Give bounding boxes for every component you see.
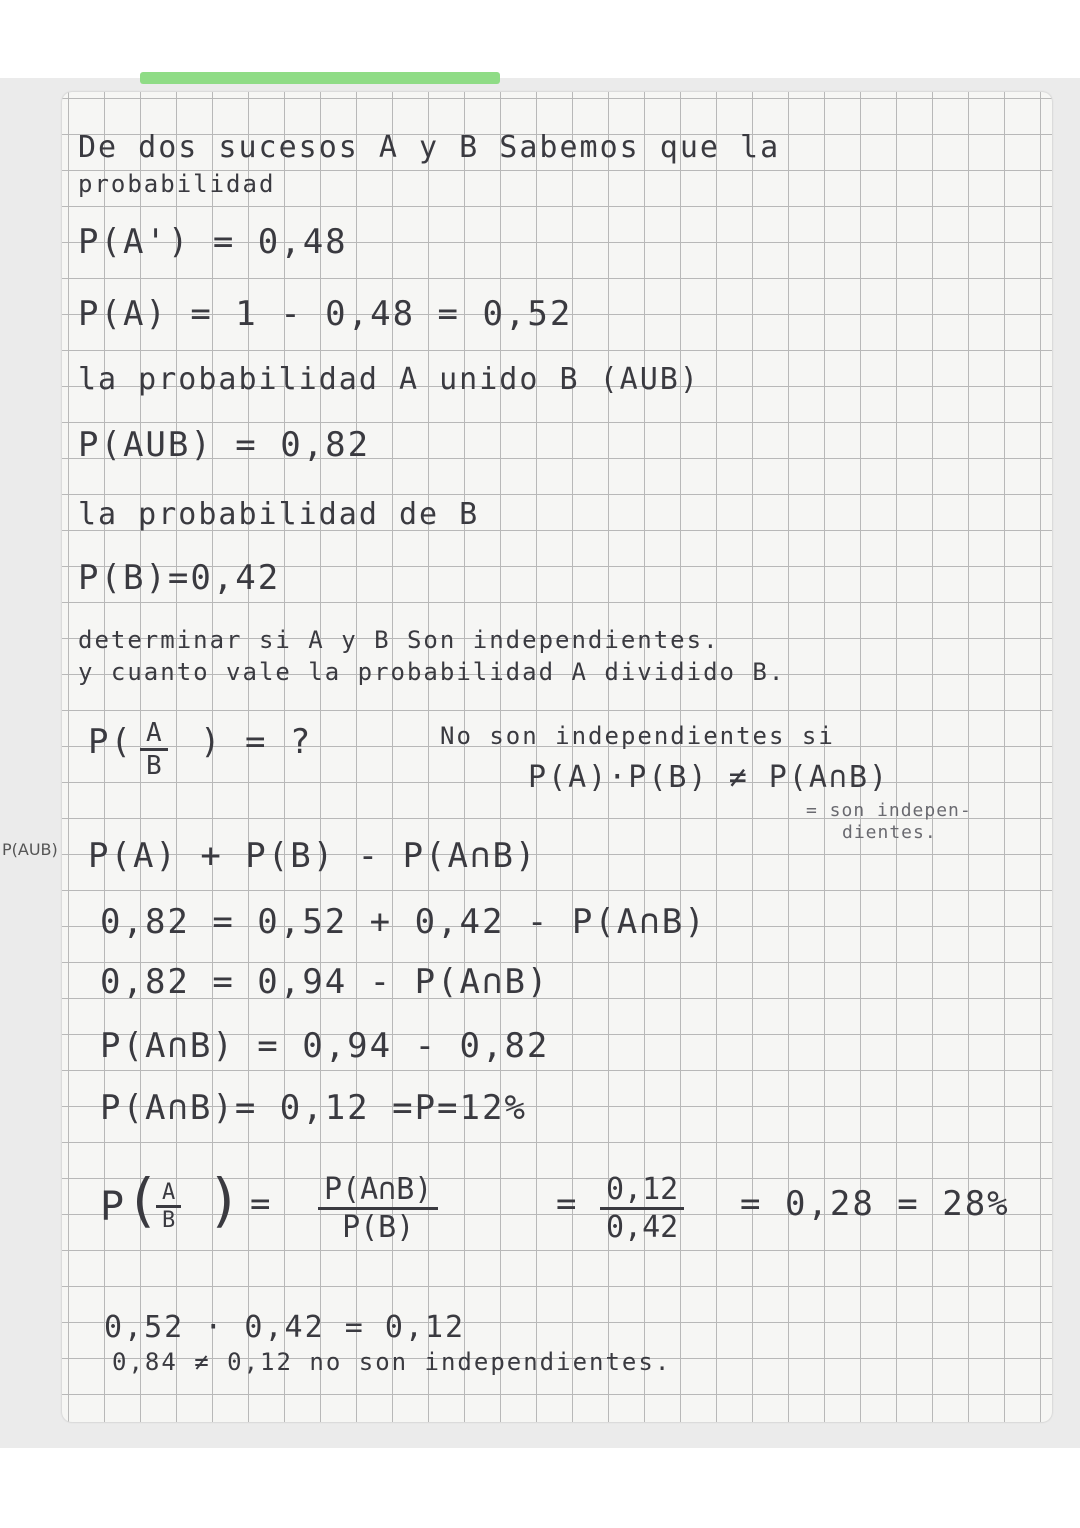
- p-b: P(B)=0,42: [78, 558, 281, 598]
- intro-line-2: probabilidad: [78, 170, 276, 198]
- cond-value-fraction: [600, 1172, 684, 1245]
- cond-equals: =: [250, 1184, 273, 1224]
- cond-equals-2: =: [556, 1184, 579, 1224]
- cond-close-paren: ): [212, 1166, 235, 1234]
- cond-open-paren: (: [132, 1166, 155, 1234]
- question-fraction: [140, 718, 168, 781]
- cond-numerator: P(A∩B): [318, 1172, 438, 1210]
- determine-line-2: y cuanto vale la probabilidad A dividido B.: [78, 658, 786, 686]
- check-line-1: 0,52 · 0,42 = 0,12: [104, 1310, 466, 1345]
- margin-label: P(AUB): [2, 840, 58, 859]
- cond-result: = 0,28 = 28%: [740, 1184, 1010, 1224]
- p-a: P(A) = 1 - 0,48 = 0,52: [78, 294, 573, 334]
- cond-denominator: P(B): [342, 1210, 415, 1245]
- intro-line-1: De dos sucesos A y B Sabemos que la: [78, 130, 781, 165]
- not-independent-line-1: No son independientes si: [440, 722, 835, 750]
- union-text: la probabilidad A unido B (AUB): [78, 362, 700, 397]
- question-lhs: P(: [88, 722, 133, 762]
- cond-value-denominator: 0,42: [606, 1210, 679, 1245]
- cond-p: P: [100, 1184, 127, 1230]
- cond-main-fraction: [318, 1172, 438, 1245]
- cond-lhs-numerator: A: [156, 1180, 181, 1208]
- step-2: 0,82 = 0,94 - P(A∩B): [100, 962, 550, 1002]
- independent-note-1: = son indepen-: [806, 800, 972, 821]
- determine-line-1: determinar si A y B Son independientes.: [78, 626, 720, 654]
- cond-value-numerator: 0,12: [600, 1172, 684, 1210]
- question-denominator: B: [146, 751, 162, 781]
- not-independent-line-2: P(A)·P(B) ≠ P(A∩B): [528, 760, 890, 795]
- cond-lhs-denominator: B: [162, 1208, 176, 1233]
- cond-lhs-fraction: [156, 1180, 181, 1233]
- step-1: 0,82 = 0,52 + 0,42 - P(A∩B): [100, 902, 707, 942]
- step-4: P(A∩B)= 0,12 =P=12%: [100, 1088, 527, 1128]
- question-numerator: A: [140, 718, 168, 751]
- p-a-complement: P(A') = 0,48: [78, 222, 348, 262]
- p-union: P(AUB) = 0,82: [78, 425, 371, 465]
- prob-b-text: la probabilidad de B: [78, 497, 480, 532]
- notebook-tab: [140, 72, 500, 84]
- independent-note-2: dientes.: [842, 822, 937, 843]
- check-line-2: 0,84 ≠ 0,12 no son independientes.: [112, 1348, 672, 1376]
- step-3: P(A∩B) = 0,94 - 0,82: [100, 1026, 550, 1066]
- question-rhs: ) = ?: [200, 722, 313, 762]
- union-formula: P(A) + P(B) - P(A∩B): [88, 836, 538, 876]
